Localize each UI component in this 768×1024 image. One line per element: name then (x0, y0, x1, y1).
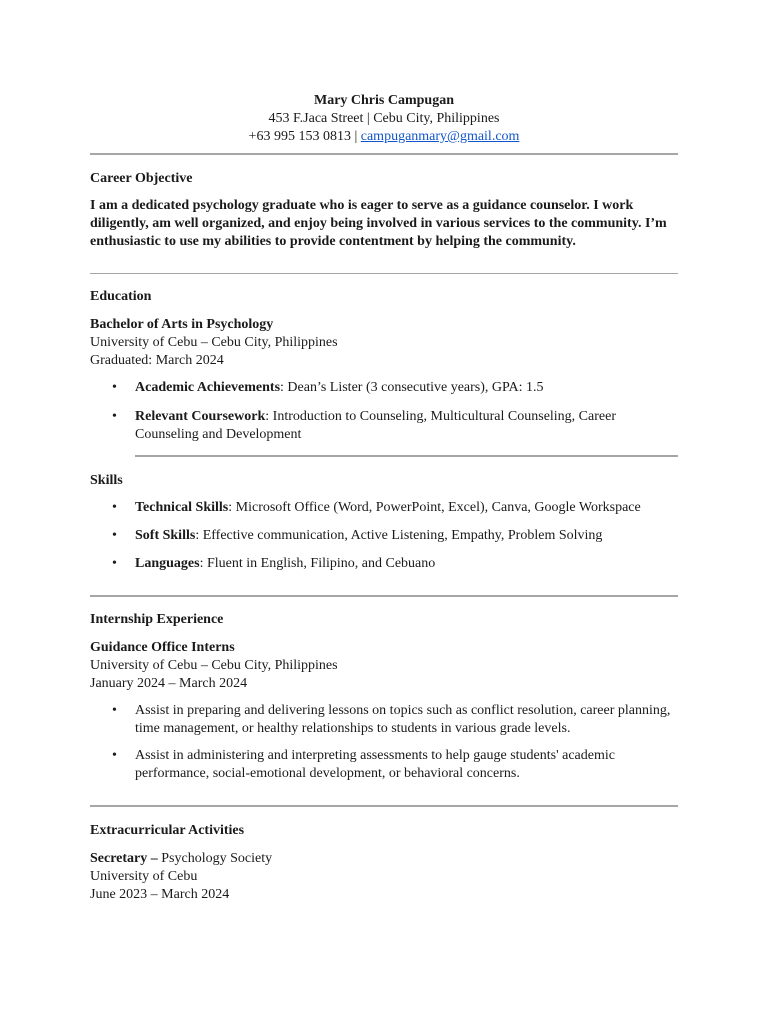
graduation-date: Graduated: March 2024 (90, 353, 224, 368)
skills-bullets (90, 527, 678, 545)
activity-date: June 2023 – March 2024 (90, 887, 230, 902)
candidate-name: Mary Chris Campugan (313, 93, 454, 108)
list-item (90, 527, 678, 545)
bullet-label: Academic Achievements (135, 380, 281, 395)
education-bullets (90, 408, 678, 444)
bullet-text: : Dean’s Lister (3 consecutive years), GPA: 1.5 (280, 380, 544, 395)
list-item (90, 379, 678, 397)
activity-org: Psychology Society (157, 851, 273, 866)
activity-role: Secretary – (90, 851, 158, 866)
bullet-text: : Fluent in English, Filipino, and Cebuano (199, 556, 436, 571)
skills-bullets (90, 555, 678, 573)
phone: +63 995 153 0813 | (248, 129, 361, 144)
bullet-text: : Microsoft Office (Word, PowerPoint, Excel), Canva, Google Workspace (228, 500, 641, 515)
divider (90, 595, 678, 597)
internship-org: University of Cebu – Cebu City, Philippines (90, 658, 338, 673)
internship-bullets (90, 747, 678, 783)
divider (90, 805, 678, 807)
bullet-icon: • (112, 748, 117, 763)
objective-text: I am a dedicated psychology graduate who is eager to serve as a guidance counselor. I work diligently, am well organized, and enjoy being involved in various services to the community. I’m enthusiastic to use my abilities to provide contentment by helping the community. (90, 198, 667, 249)
address: 453 F.Jaca Street | Cebu City, Philippines (268, 111, 500, 126)
section-heading: Extracurricular Activities (90, 823, 245, 838)
list-item (90, 702, 678, 738)
objective-section (90, 170, 678, 188)
activities-entry (90, 850, 678, 904)
school: University of Cebu – Cebu City, Philippines (90, 335, 338, 350)
education-entry (90, 316, 678, 370)
bullet-icon: • (112, 409, 117, 424)
divider (135, 455, 678, 457)
bullet-text: Assist in preparing and delivering lessons on topics such as conflict resolution, career planning, time management, or healthy relationships to students in various grade levels. (135, 703, 671, 736)
section-heading: Career Objective (90, 171, 193, 186)
education-section (90, 288, 678, 306)
list-item (90, 499, 678, 517)
activity-school: University of Cebu (90, 869, 198, 884)
skills-bullets (90, 499, 678, 517)
internship-date: January 2024 – March 2024 (90, 676, 248, 691)
bullet-label: Soft Skills (135, 528, 196, 543)
section-heading: Internship Experience (90, 612, 224, 627)
bullet-icon: • (112, 556, 117, 571)
section-heading: Skills (90, 473, 123, 488)
resume-header (0, 92, 768, 146)
email-link[interactable]: campuganmary@gmail.com (360, 129, 520, 144)
bullet-text: : Effective communication, Active Listening, Empathy, Problem Solving (195, 528, 603, 543)
bullet-label: Languages (135, 556, 200, 571)
internship-bullets (90, 702, 678, 738)
list-item (90, 747, 678, 783)
activities-section (90, 822, 678, 840)
bullet-icon: • (112, 528, 117, 543)
bullet-icon: • (112, 380, 117, 395)
internship-section (90, 611, 678, 629)
divider (90, 153, 678, 155)
internship-entry (90, 639, 678, 693)
section-heading: Education (90, 289, 152, 304)
bullet-icon: • (112, 500, 117, 515)
bullet-text: Assist in administering and interpreting assessments to help gauge students' academic performance, social-emotional development, or behavioral concerns. (135, 748, 615, 781)
education-bullets (90, 379, 678, 397)
list-item (90, 555, 678, 573)
contact-line (0, 128, 768, 146)
bullet-icon: • (112, 703, 117, 718)
skills-section (90, 472, 678, 490)
divider (90, 273, 678, 274)
bullet-text: : Introduction to Counseling, Multicultural Counseling, Career Counseling and Development (135, 409, 616, 442)
degree: Bachelor of Arts in Psychology (90, 317, 274, 332)
bullet-label: Technical Skills (135, 500, 229, 515)
list-item (90, 408, 678, 444)
internship-role: Guidance Office Interns (90, 640, 235, 655)
bullet-label: Relevant Coursework (135, 409, 266, 424)
activity-title (90, 850, 678, 868)
